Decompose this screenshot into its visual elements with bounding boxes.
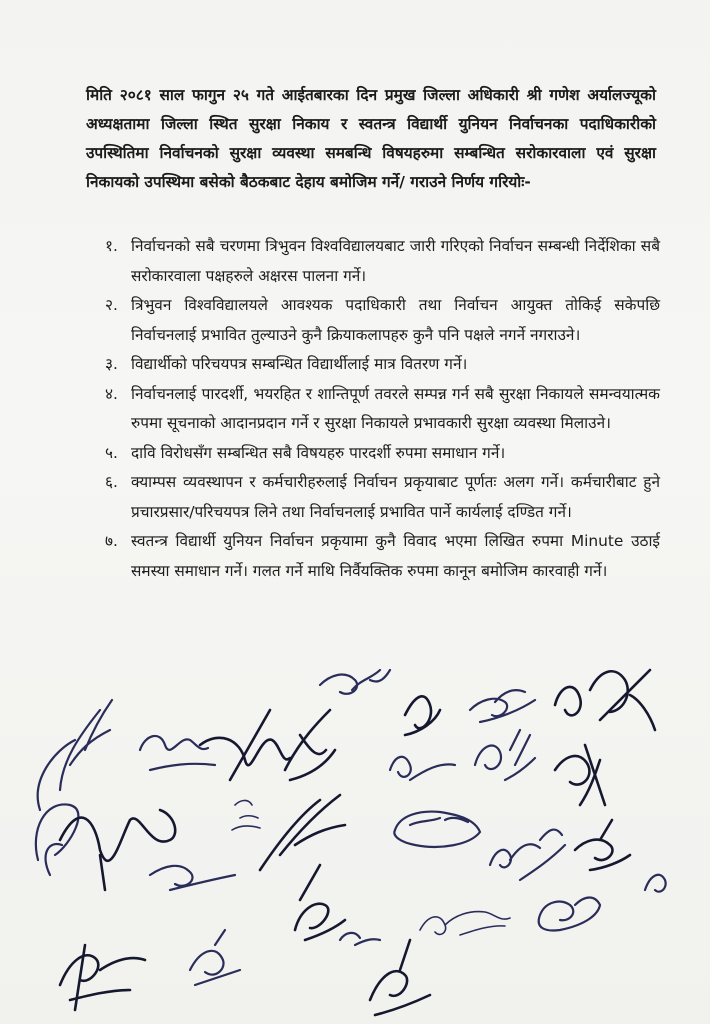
item-text: दावि विरोधसँग सम्बन्धित सबै विषयहरु पारदर्शी रुपमा समाधान गर्ने। [131,443,506,462]
item-text: स्वतन्त्र विद्यार्थी युनियन निर्वाचन प्रकृयामा कुनै विवाद भएमा लिखित रुपमा Minute उठाई समस्या समाधान गर्ने। गलत गर्ने माथि निर्वैयक्तिक रुपमा कानून बमोजिम कारवाही गर्ने। [131,532,660,580]
item-text: क्याम्पस व्यवस्थापन र कर्मचारीहरुलाई निर्वाचन प्रकृयाबाट पूर्णतः अलग गर्ने। कर्मचारीबाट हुने प्रचारप्रसार/परिचयपत्र लिने तथा निर्वाचनलाई प्रभावित पार्ने कार्यलाई दण्डित गर्ने। [131,473,660,521]
decision-item-6 [105,468,660,527]
signature-17 [295,865,345,940]
signature-20 [60,945,145,1010]
signature-22 [370,940,430,1015]
signature-deep [539,898,600,931]
decision-item-2 [105,291,660,350]
signature-7 [470,690,535,722]
item-number: ४. [105,384,118,403]
intro-paragraph: मिति २०८१ साल फागुन २५ गते आईतबारका दिन प्रमुख जिल्ला अधिकारी श्री गणेश अर्यालज्यूको अध्यक्षतामा जिल्ला स्थित सुरक्षा निकाय र स्वतन्त्र विद्यार्थी युनियन निर्वाचनका पदाधिकारीको उपस्थितिमा निर्वाचनको सुरक्षा व्यवस्था समबन्धि विषयहरुमा सम्बन्धित सरोकारवाला एवं सुरक्षा निकायको उपस्थिमा बसेको बैठकबाट देहाय बमोजिम गर्ने/ गराउने निर्णय गरियोः- [86,86,656,192]
item-number: ५. [105,443,118,462]
item-number: ७. [105,532,118,550]
signature-16 [645,875,666,892]
signature-prince [490,830,565,880]
item-text: निर्वाचनको सबै चरणमा त्रिभुवन विश्वविद्यालयबाट जारी गरिएको निर्वाचन सम्बन्धी निर्देशिका सबै सरोकारवाला पक्षहरुले अक्षरस पालना गर्ने। [131,237,660,285]
signature-9 [475,730,535,780]
item-number: ६. [105,473,118,491]
item-text: त्रिभुवन विश्वविद्यालयले आवश्यक पदाधिकारी तथा निर्वाचन आयुक्त तोकिई सकेपछि निर्वाचनलाई प्रभावित तुल्याउने कुनै क्रियाकलापहरु कुनै पनि पक्षले नगर्ने नगराउने। [131,296,660,344]
decision-item-1 [105,232,660,291]
signature-aabid [394,812,480,847]
decision-item-4 [105,380,660,439]
signature-15 [575,820,630,870]
signatures-area [0,640,710,1024]
signature-21 [190,930,240,985]
signature-13 [260,795,345,870]
decision-item-5 [105,439,660,469]
decision-list [105,232,660,586]
signature-14 [150,866,235,890]
signature-18 [340,933,380,945]
item-number: १. [105,237,118,255]
signature-12 [232,800,260,830]
item-number: ३. [105,355,118,373]
signature-4 [200,710,290,780]
signature-19 [420,912,510,935]
signature-8 [555,670,655,730]
item-text: विद्यार्थीको परिचयपत्र सम्बन्धित विद्यार्थीलाई मात्र वितरण गर्ने। [131,355,468,373]
signature-11 [555,745,605,805]
item-text: निर्वाचनलाई पारदर्शी, भयरहित र शान्तिपूर्ण तवरले सम्पन्न गर्न सबै सुरक्षा निकायले समन्वयात्मक रुपमा सूचनाको आदानप्रदान गर्ने र सुरक्षा निकायले प्रभावकारी सुरक्षा व्यवस्था मिलाउने। [131,384,660,432]
decision-item-3 [105,350,660,380]
signatures-drawing [0,640,710,1024]
item-number: २. [105,296,118,314]
signature-10 [390,757,455,780]
signature-6 [405,696,440,735]
decision-item-7 [105,527,660,586]
signature-5 [285,710,335,780]
signature-ellahi [320,670,390,694]
